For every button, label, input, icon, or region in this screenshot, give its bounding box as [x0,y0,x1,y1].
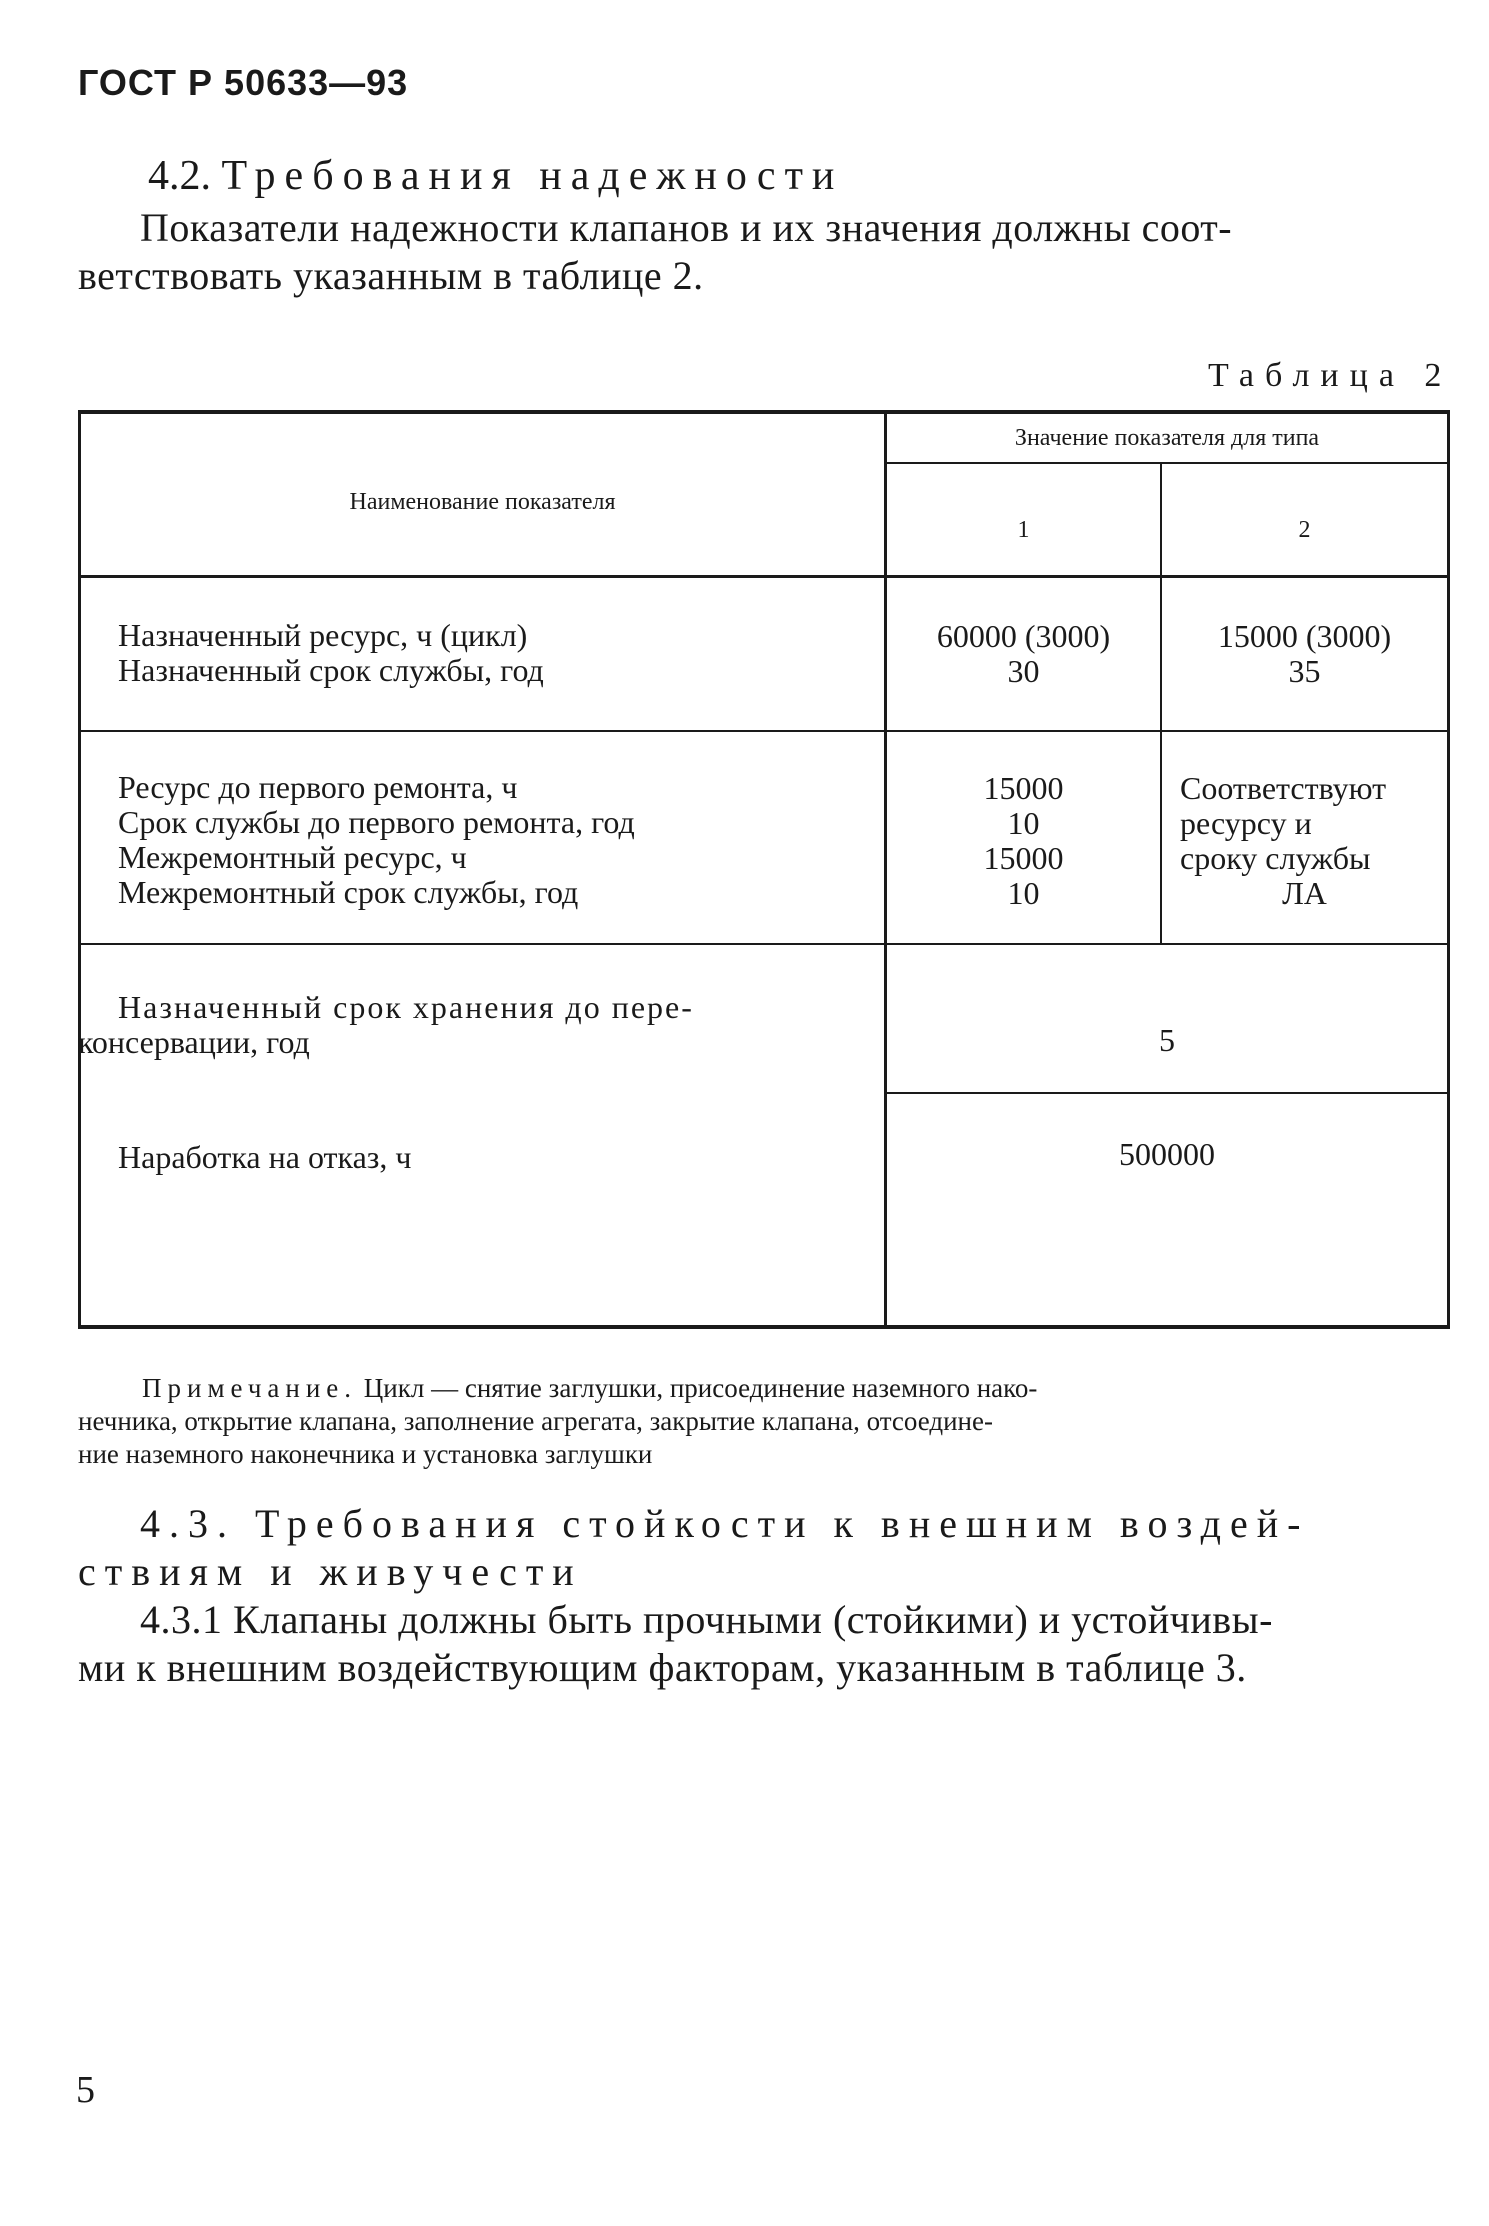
row1-type1-line1: 60000 (3000) [936,618,1111,654]
document-header: ГОСТ Р 50633—93 [78,62,409,103]
row2-name-line2: Срок службы до первого ремонта, год [118,804,635,840]
note-text-line1: Цикл — снятие заглушки, присоединение наземного нако- [363,1373,1038,1403]
row3-merged-value: 5 [1159,1022,1175,1058]
row2-type1-line2: 10 [1007,805,1040,841]
table-row1-bottom [78,730,1450,732]
table-note-line2: нечника, открытие клапана, заполнение агрегата, закрытие клапана, отсоедине- [78,1406,993,1436]
row2-type2-line2: ресурсу и [1180,805,1312,841]
note-label: Примечание. [142,1373,358,1403]
row1-type1-line2: 30 [1007,653,1040,689]
table-row2-bottom [78,943,1450,945]
table-header-bottom [78,575,1450,578]
section-4-3-1-line2: ми к внешним воздействующим факторам, указанным в таблице 3. [78,1645,1247,1690]
section-4-2-title [148,152,843,200]
row4-merged-value: 500000 [1119,1136,1215,1172]
table-note-line1 [142,1373,1037,1404]
section-4-2-text: Требования надежности [221,153,844,199]
table-header-type1: 1 [1017,517,1030,543]
row3-name-line1: Назначенный срок хранения до пере- [118,989,694,1025]
table-note-line3: ние наземного наконечника и установка заглушки [78,1439,653,1469]
row2-name-line1: Ресурс до первого ремонта, ч [118,769,518,805]
table-group-header-divider [886,462,1450,464]
table-header-type2: 2 [1298,517,1311,543]
section-4-3-1-line1: 4.3.1 Клапаны должны быть прочными (стойкими) и устойчивы- [140,1597,1273,1642]
row3-name-line2: консервации, год [78,1024,310,1060]
row2-type2-line1: Соответствуют [1180,770,1387,806]
row1-name-line2: Назначенный срок службы, год [118,652,544,688]
row2-name-line3: Межремонтный ресурс, ч [118,839,467,875]
page-number: 5 [76,2069,95,2111]
section-4-3-title-line2: ствиям и живучести [78,1549,583,1594]
section-4-3-title-line1: 4.3. Требования стойкости к внешним воздей- [140,1501,1310,1546]
row4-name-line1: Наработка на отказ, ч [118,1139,412,1175]
section-4-2-paragraph-line1: Показатели надежности клапанов и их значения должны соот- [140,205,1233,250]
section-4-2-paragraph-line2: ветствовать указанным в таблице 2. [78,253,704,298]
row1-type2-line2: 35 [1288,653,1321,689]
row1-type2-line1: 15000 (3000) [1217,618,1392,654]
row2-type2-line3: сроку службы [1180,840,1371,876]
table-right-border [1447,410,1450,1329]
row2-name-line4: Межремонтный срок службы, год [118,874,579,910]
row2-type1-line1: 15000 [983,770,1064,806]
table-caption: Таблица 2 [1208,357,1453,394]
table-header-name: Наименование показателя [349,489,616,515]
table-top-border [78,410,1450,414]
table-bottom-border [78,1325,1450,1329]
table-row3-bottom [886,1092,1450,1094]
row2-type1-line3: 15000 [983,840,1064,876]
table-header-value-group: Значение показателя для типа [1014,425,1320,451]
row1-name-line1: Назначенный ресурс, ч (цикл) [118,617,528,653]
row2-type2-line4: ЛА [1282,875,1327,911]
section-4-2-number: 4.2. [148,153,211,199]
table-left-border [78,410,81,1329]
row2-type1-line4: 10 [1007,875,1040,911]
